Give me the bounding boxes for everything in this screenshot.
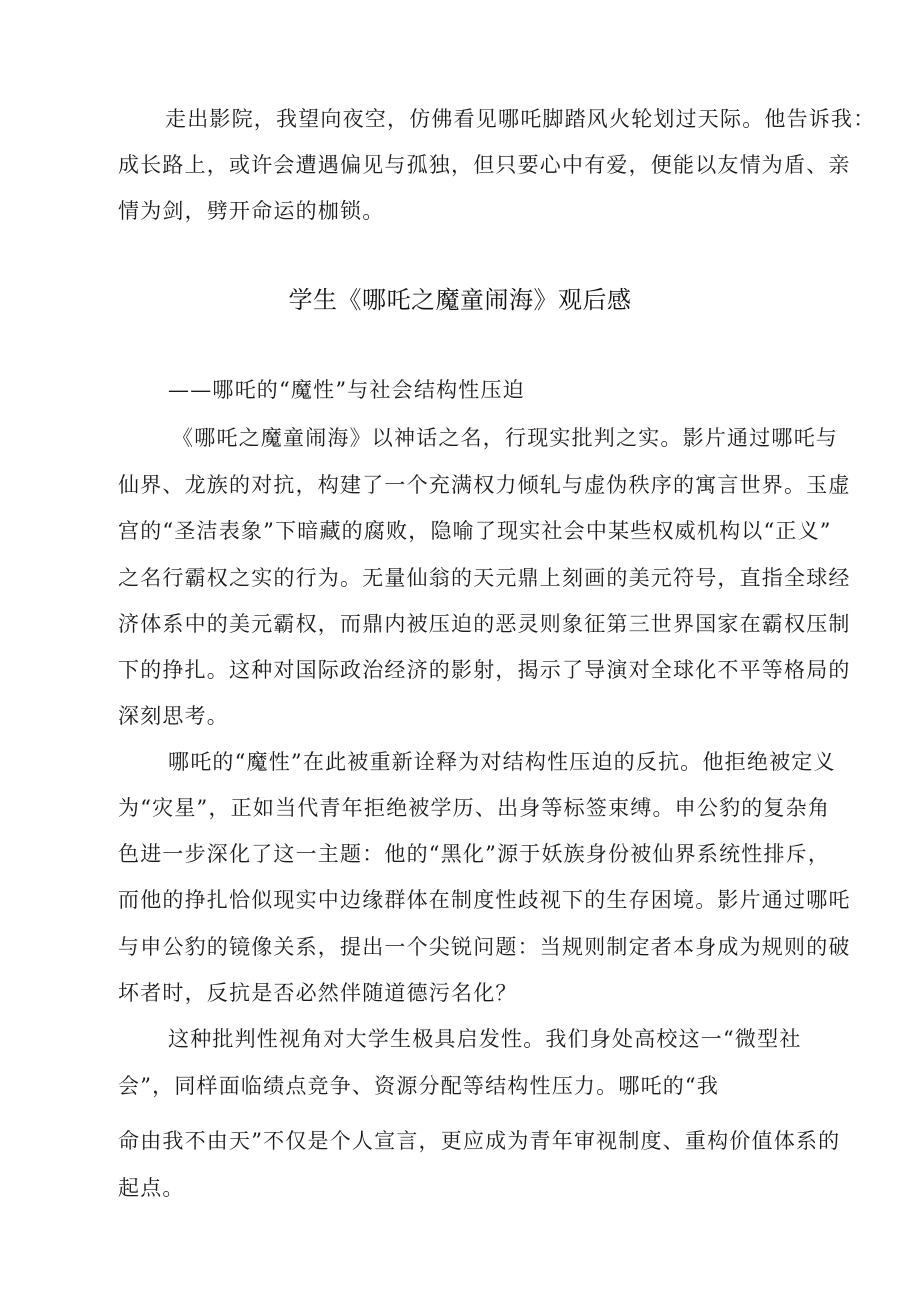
paragraph-1-line-5: 济体系中的美元霸权，而鼎内被压迫的恶灵则象征第三世界国家在霸权压制 xyxy=(118,612,851,636)
paragraph-2-line-5: 与申公豹的镜像关系，提出一个尖锐问题：当规则制定者本身成为规则的破 xyxy=(118,935,851,959)
paragraph-1-line-7: 深刻思考。 xyxy=(118,704,229,728)
paragraph-2-line-6: 坏者时，反抗是否必然伴随道德污名化？ xyxy=(118,981,518,1005)
paragraph-2-line-1: 哪吒的“魔性”在此被重新诠释为对结构性压迫的反抗。他拒绝被定义 xyxy=(168,750,836,774)
paragraph-1-line-2: 仙界、龙族的对抗，构建了一个充满权力倾轧与虚伪秩序的寓言世界。玉虚 xyxy=(118,473,851,497)
essay-title: 学生《哪吒之魔童闹海》观后感 xyxy=(288,286,632,314)
paragraph-2-line-3: 色进一步深化了这一主题：他的“黑化”源于妖族身份被仙界系统性排斥， xyxy=(118,842,831,866)
intro-line-2: 成长路上，或许会遭遇偏见与孤独，但只要心中有爱，便能以友情为盾、亲 xyxy=(118,153,851,177)
paragraph-3-line-4: 起点。 xyxy=(118,1176,185,1200)
paragraph-2-line-4: 而他的挣扎恰似现实中边缘群体在制度性歧视下的生存困境。影片通过哪吒 xyxy=(118,888,851,912)
paragraph-1-line-1: 《哪吒之魔童闹海》以神话之名，行现实批判之实。影片通过哪吒与 xyxy=(172,426,838,450)
paragraph-3-line-3: 命由我不由天”不仅是个人宣言，更应成为青年审视制度、重构价值体系的 xyxy=(118,1129,841,1153)
paragraph-3-line-2: 会”，同样面临绩点竞争、资源分配等结构性压力。哪吒的“我 xyxy=(118,1074,720,1098)
intro-line-1: 走出影院，我望向夜空，仿佛看见哪吒脚踏风火轮划过天际。他告诉我： xyxy=(165,107,876,131)
paragraph-2-line-2: 为“灾星”，正如当代青年拒绝被学历、出身等标签束缚。申公豹的复杂角 xyxy=(118,796,831,820)
paragraph-1-line-6: 下的挣扎。这种对国际政治经济的影射，揭示了导演对全球化不平等格局的 xyxy=(118,658,851,682)
essay-subtitle: ——哪吒的“魔性”与社会结构性压迫 xyxy=(168,378,525,402)
paragraph-1-line-3: 宫的“圣洁表象”下暗藏的腐败，隐喻了现实社会中某些权威机构以“正义” xyxy=(118,519,832,543)
paragraph-3-line-1: 这种批判性视角对大学生极具启发性。我们身处高校这一“微型社 xyxy=(168,1027,802,1051)
intro-line-3: 情为剑，劈开命运的枷锁。 xyxy=(118,199,385,223)
paragraph-1-line-4: 之名行霸权之实的行为。无量仙翁的天元鼎上刻画的美元符号，直指全球经 xyxy=(118,566,851,590)
